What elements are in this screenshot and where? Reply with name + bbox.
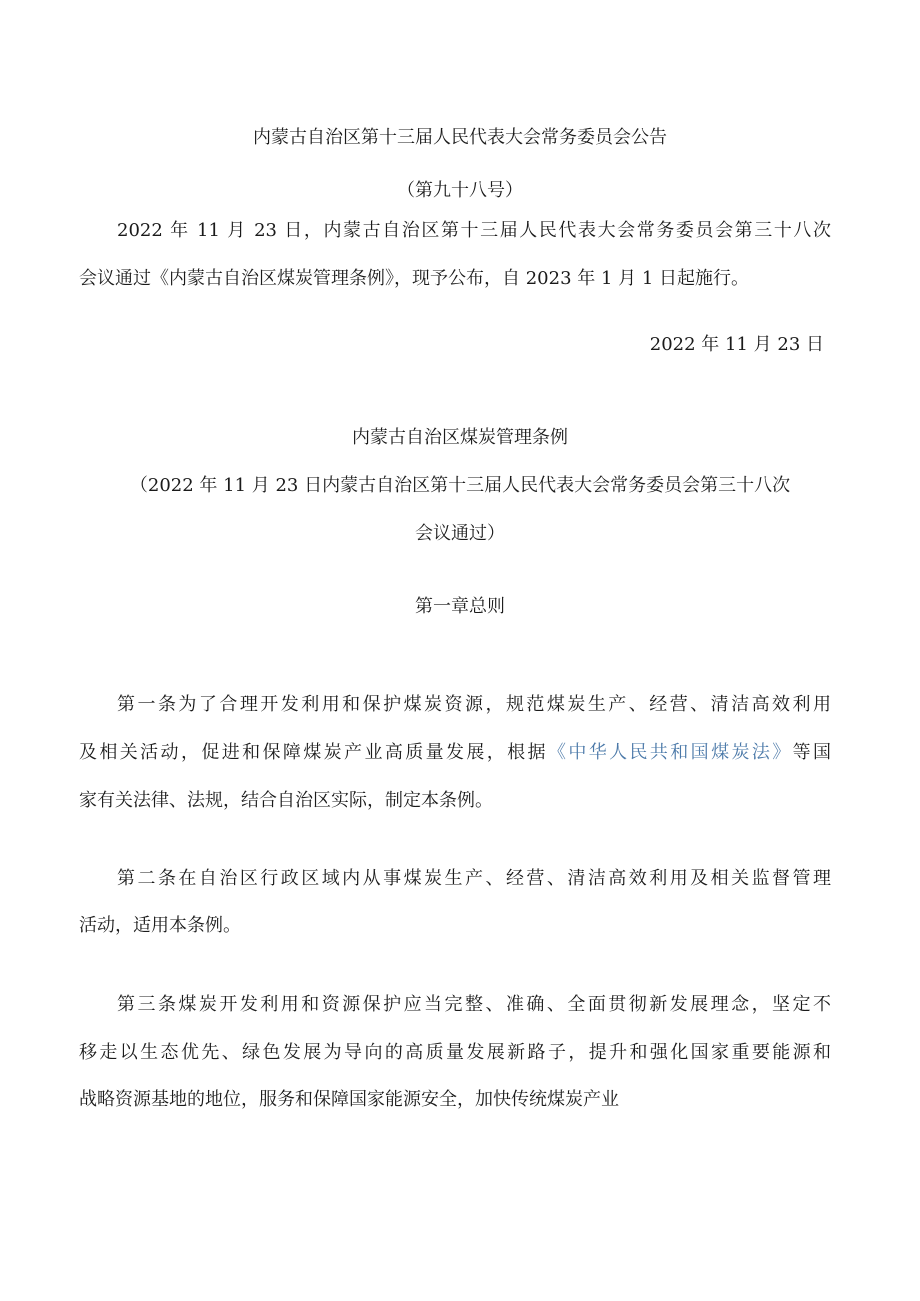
article-2-line: 第二条在自治区行政区域内从事煤炭生产、经营、清洁高效利用及相关监督管理	[117, 868, 831, 889]
regulation-subtitle: （2022 年 11 月 23 日内蒙古自治区第十三届人民代表大会常务委员会第三十八次	[129, 475, 791, 496]
article-1-line: 第一条为了合理开发利用和保护煤炭资源，规范煤炭生产、经营、清洁高效利用	[117, 694, 831, 715]
announcement-number: （第九十八号）	[397, 180, 523, 201]
article-3-line: 第三条煤炭开发利用和资源保护应当完整、准确、全面贯彻新发展理念，坚定不	[117, 994, 831, 1015]
article-3-line: 移走以生态优先、绿色发展为导向的高质量发展新路子，提升和强化国家重要能源和	[79, 1042, 831, 1063]
article-1-line	[79, 740, 831, 766]
regulation-title: 内蒙古自治区煤炭管理条例	[352, 427, 568, 448]
article-2-line: 活动，适用本条例。	[79, 915, 241, 936]
regulation-subtitle: 会议通过）	[415, 523, 505, 544]
article-3-line: 战略资源基地的地位，服务和保障国家能源安全，加快传统煤炭产业	[79, 1089, 619, 1110]
article-1-text: 及相关活动，促进和保障煤炭产业高质量发展，根据	[79, 742, 548, 763]
article-1-text: 等国	[792, 742, 832, 763]
announcement-body-line: 会议通过《内蒙古自治区煤炭管理条例》，现予公布，自 2023 年 1 月 1 日起施行。	[79, 268, 750, 289]
chapter-heading: 第一章总则	[415, 596, 505, 617]
article-1-line: 家有关法律、法规，结合自治区实际，制定本条例。	[79, 790, 493, 811]
announcement-title: 内蒙古自治区第十三届人民代表大会常务委员会公告	[253, 127, 667, 148]
coal-law-link[interactable]: 《中华人民共和国煤炭法》	[547, 742, 793, 763]
announcement-body-line: 2022 年 11 月 23 日，内蒙古自治区第十三届人民代表大会常务委员会第三十八次	[117, 220, 831, 241]
announcement-date: 2022 年 11 月 23 日	[649, 334, 824, 355]
